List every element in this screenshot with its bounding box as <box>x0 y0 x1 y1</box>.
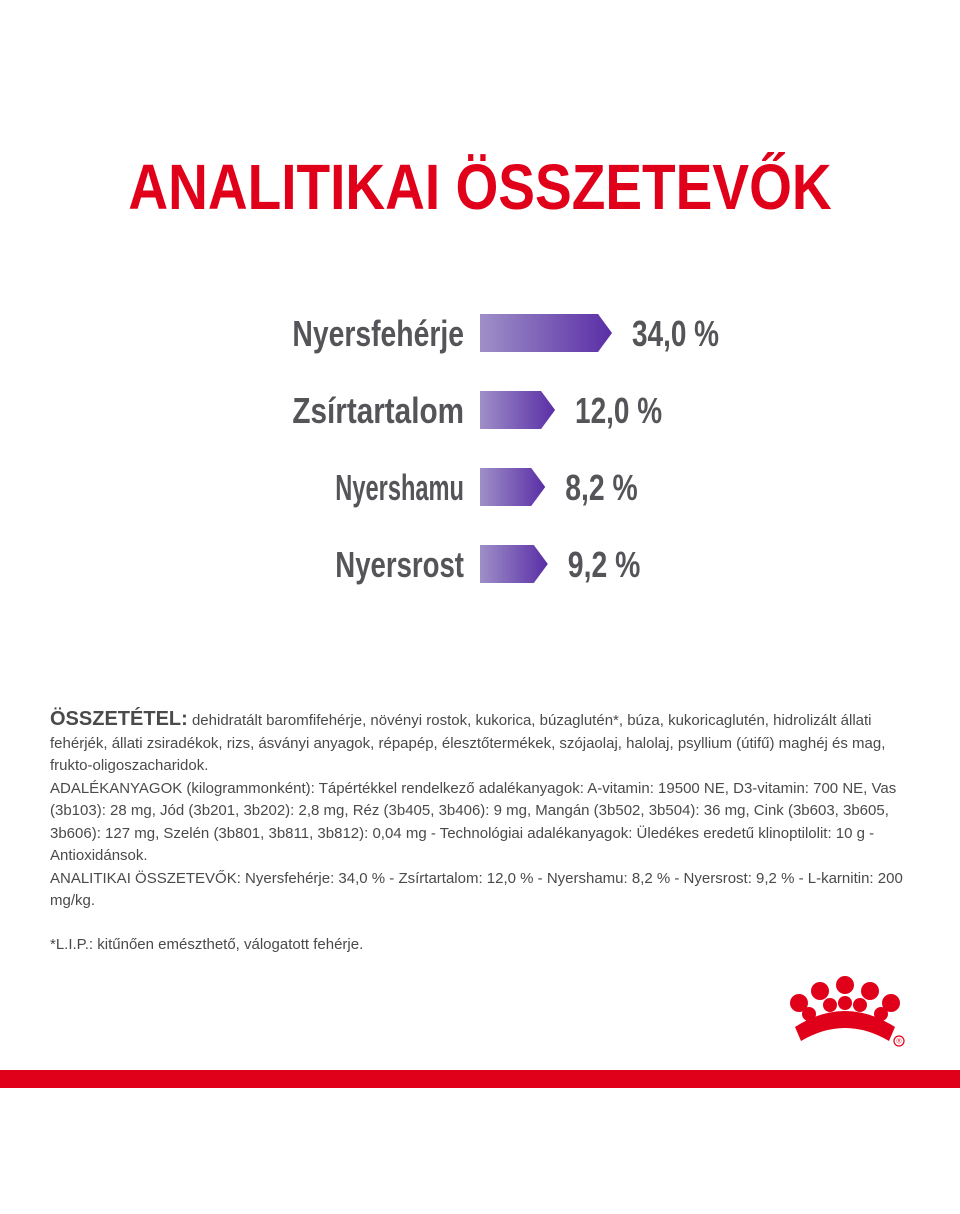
category-label-nyersfeherje: Nyersfehérje <box>292 313 465 354</box>
brand-band <box>0 1070 960 1088</box>
bar-nyersfeherje <box>480 314 612 352</box>
nutrient-bar-chart <box>0 300 960 600</box>
category-label-nyersrost: Nyersrost <box>335 544 464 585</box>
ingredients-text: dehidratált baromfifehérje, növényi rostok, kukorica, búzaglutén*, búza, kukoricaglutén, hidrolizált állati fehérjék, állati zsiradékok, rizs, ásványi anyagok, répapép, élesztőtermékek, szójaolaj, halolaj, psyllium (útifű) maghéj és mag, frukto-oligoszacharidok. <box>50 712 886 774</box>
bar-nyersrost <box>480 545 548 583</box>
value-label-zsirtartalom: 12,0 % <box>575 390 663 431</box>
composition-heading: ÖSSZETÉTEL: <box>50 708 188 730</box>
value-label-nyersfeherje: 34,0 % <box>632 313 719 354</box>
category-label-nyershamu: Nyershamu <box>335 467 464 508</box>
bar-zsirtartalom <box>480 391 555 429</box>
value-label-nyershamu: 8,2 % <box>565 467 638 508</box>
analytical-text: ANALITIKAI ÖSSZETEVŐK: Nyersfehérje: 34,0 % - Zsírtartalom: 12,0 % - Nyershamu: 8,2 % - Nyersrost: 9,2 % - L-karnitin: 200 mg/kg. <box>50 869 903 909</box>
footnote: *L.I.P.: kitűnően emészthető, válogatott fehérje. <box>50 936 364 953</box>
bar-nyershamu <box>480 468 545 506</box>
composition-ingredients <box>50 708 920 778</box>
page-title: ANALITIKAI ÖSSZETEVŐK <box>128 151 832 223</box>
registered-mark: ® <box>896 1038 902 1046</box>
category-label-zsirtartalom: Zsírtartalom <box>292 390 465 431</box>
additives-text: ADALÉKANYAGOK (kilogrammonként): Tápértékkel rendelkező adalékanyagok: A-vitamin: 19500 NE, D3-vitamin: 700 NE, Vas (3b103): 28 mg, Jód (3b201, 3b202): 2,8 mg, Réz (3b405, 3b406): 9 mg, Mangán (3b502, 3b504): 36 mg, Cink (3b603, 3b605, 3b606): 127 mg, Szelén (3b801, 3b811, 3b812): 0,04 mg - Technológiai adalékanyagok: Üledékes eredetű klinoptilolit: 10 g - Antioxidánsok. <box>50 779 897 864</box>
composition-block <box>50 708 920 913</box>
royal-canin-crown-icon <box>785 975 920 1055</box>
value-label-nyersrost: 9,2 % <box>567 544 641 585</box>
